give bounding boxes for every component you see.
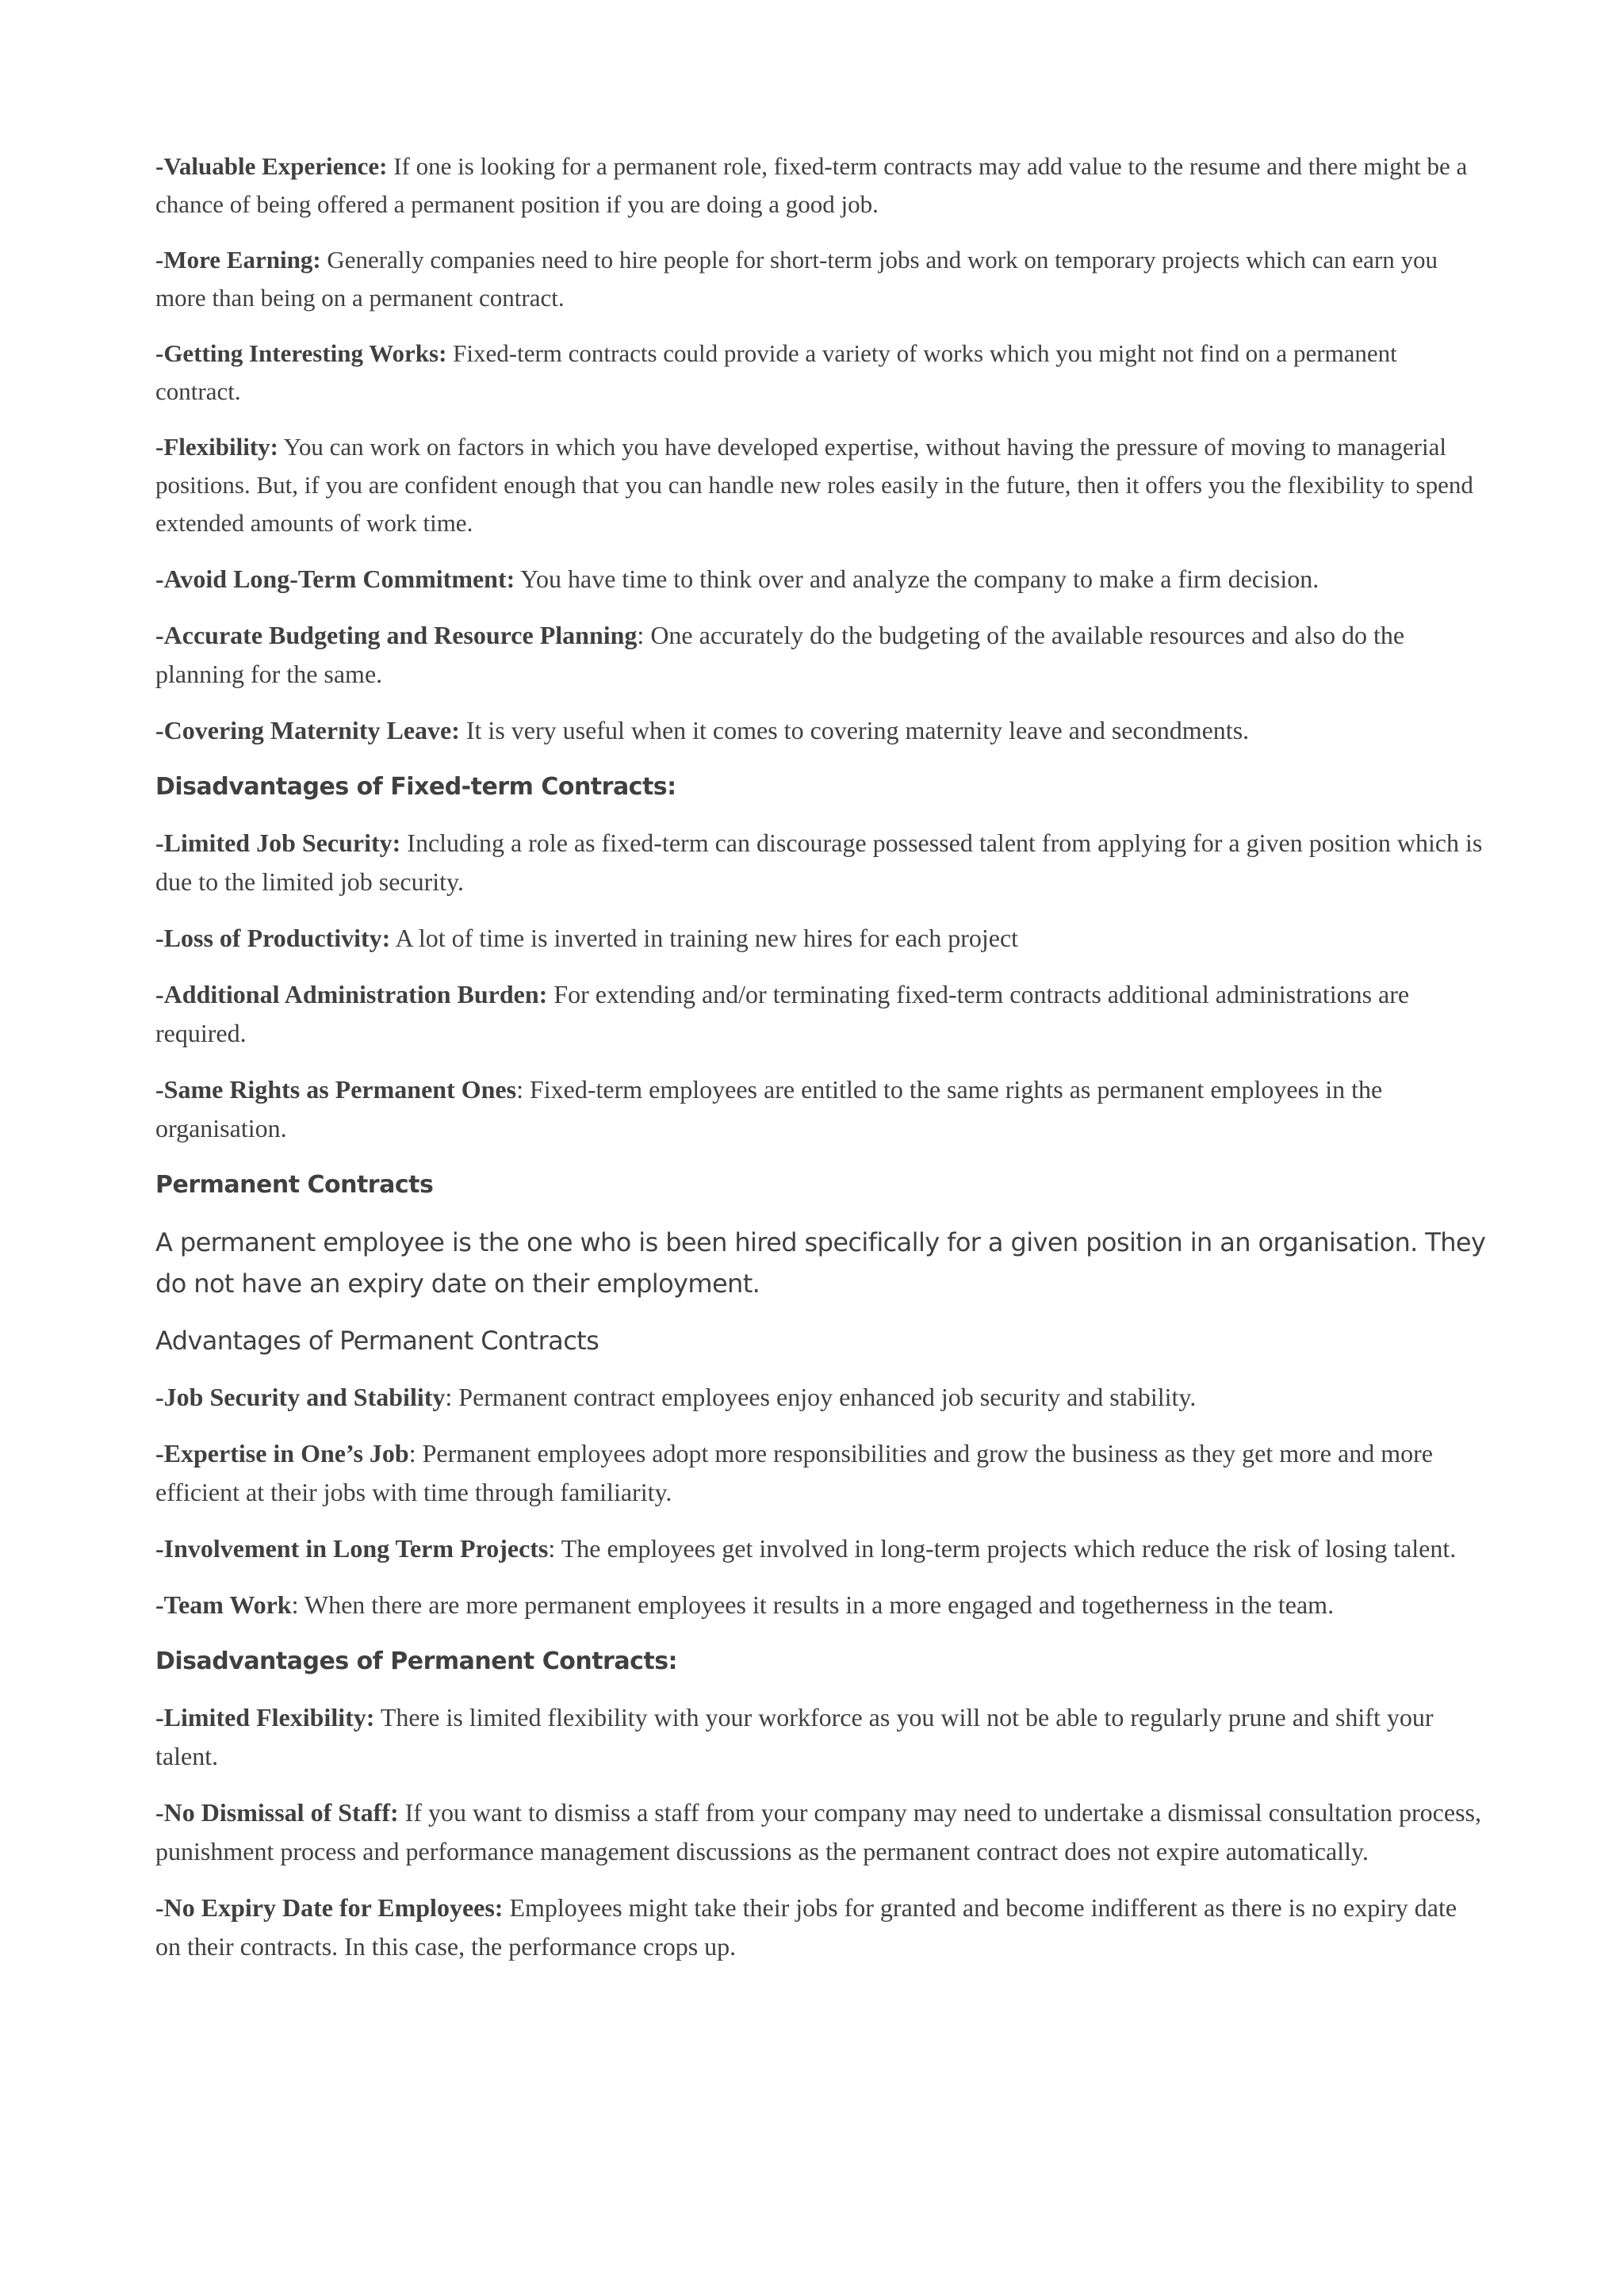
- term-description: There is limited flexibility with your workforce as you will not be able to regularly prune and shift your talent.: [155, 1703, 1434, 1770]
- term-description: Including a role as fixed-term can discourage possessed talent from applying for a given position which is due to the limited job security.: [155, 828, 1483, 896]
- term-label: -Additional Administration Burden:: [155, 980, 548, 1008]
- paragraph-team-work: [155, 1586, 1488, 1624]
- term-description: : The employees get involved in long-term projects which reduce the risk of losing talent.: [548, 1534, 1457, 1563]
- paragraph-no-dismissal: [155, 1793, 1488, 1871]
- term-label: -Limited Flexibility:: [155, 1703, 375, 1732]
- paragraph-maternity-leave: [155, 711, 1488, 750]
- term-label: -Getting Interesting Works:: [155, 339, 447, 367]
- paragraph-limited-job-security: [155, 824, 1488, 901]
- paragraph-job-security: [155, 1378, 1488, 1417]
- term-description: : Fixed-term employees are entitled to the same rights as permanent employees in the organisation.: [155, 1075, 1383, 1142]
- term-label: -Loss of Productivity:: [155, 924, 391, 952]
- term-label: -Accurate Budgeting and Resource Planning: [155, 621, 638, 649]
- paragraph-more-earning: [155, 241, 1488, 317]
- term-description: If you want to dismiss a staff from your company may need to undertake a dismissal consultation process, punishment process and performance management discussions as the permanent contract does not expire automatically.: [155, 1798, 1481, 1866]
- term-label: -Limited Job Security:: [155, 828, 401, 857]
- permanent-intro: A permanent employee is the one who is been hired specifically for a given position in an organisation. They do not have an expiry date on their employment.: [155, 1227, 1486, 1299]
- term-description: : When there are more permanent employees it results in a more engaged and togetherness in the team.: [291, 1590, 1335, 1619]
- paragraph-valuable-experience: [155, 147, 1488, 224]
- term-label: -Valuable Experience:: [155, 152, 388, 180]
- section-heading-permanent-advantages: Advantages of Permanent Contracts: [155, 1326, 599, 1356]
- paragraph-same-rights: [155, 1070, 1488, 1148]
- paragraph-interesting-works: [155, 335, 1488, 411]
- term-label: -Covering Maternity Leave:: [155, 716, 460, 744]
- term-label: -No Dismissal of Staff:: [155, 1798, 399, 1827]
- paragraph-expertise: [155, 1434, 1488, 1512]
- term-description: : One accurately do the budgeting of the available resources and also do the planning for the same.: [155, 621, 1405, 688]
- section-heading-fixed-disadvantages: Disadvantages of Fixed-term Contracts:: [155, 773, 676, 801]
- term-description: For extending and/or terminating fixed-term contracts additional administrations are required.: [155, 980, 1410, 1047]
- term-label: -Same Rights as Permanent Ones: [155, 1075, 517, 1104]
- term-label: -Team Work: [155, 1590, 292, 1619]
- term-label: -No Expiry Date for Employees:: [155, 1893, 504, 1922]
- paragraph-limited-flexibility: [155, 1698, 1488, 1776]
- term-description: Generally companies need to hire people for short-term jobs and work on temporary projects which can earn you more than being on a permanent contract.: [155, 246, 1438, 312]
- term-description: It is very useful when it comes to covering maternity leave and secondments.: [459, 716, 1250, 744]
- term-label: -Expertise in One’s Job: [155, 1439, 409, 1468]
- term-description: Fixed-term contracts could provide a variety of works which you might not find on a permanent contract.: [155, 339, 1397, 405]
- term-description: If one is looking for a permanent role, fixed-term contracts may add value to the resume and there might be a chance of being offered a permanent position if you are doing a good job.: [155, 152, 1468, 218]
- term-description: : Permanent employees adopt more responsibilities and grow the business as they get more and more efficient at their jobs with time through familiarity.: [155, 1439, 1433, 1506]
- section-heading-permanent-disadvantages: Disadvantages of Permanent Contracts:: [155, 1647, 678, 1675]
- term-label: -Avoid Long-Term Commitment:: [155, 564, 515, 593]
- term-label: -Job Security and Stability: [155, 1383, 446, 1411]
- paragraph-budgeting: [155, 616, 1488, 694]
- term-label: -More Earning:: [155, 246, 321, 274]
- term-description: Employees might take their jobs for granted and become indifferent as there is no expiry date on their contracts. In this case, the performance crops up.: [155, 1893, 1457, 1961]
- paragraph-loss-of-productivity: [155, 919, 1488, 958]
- term-description: : Permanent contract employees enjoy enhanced job security and stability.: [445, 1383, 1197, 1411]
- paragraph-no-expiry-date: [155, 1888, 1488, 1966]
- term-description: You can work on factors in which you have developed expertise, without having the pressure of moving to managerial positions. But, if you are confident enough that you can handle new roles easily in the future, then it offers you the flexibility to spend extended amounts of work time.: [155, 433, 1473, 537]
- section-heading-permanent: Permanent Contracts: [155, 1171, 434, 1199]
- term-description: A lot of time is inverted in training new hires for each project: [390, 924, 1019, 952]
- document-page: [155, 147, 1488, 1984]
- paragraph-administration-burden: [155, 975, 1488, 1053]
- paragraph-flexibility: [155, 428, 1488, 542]
- paragraph-long-term-projects: [155, 1529, 1488, 1568]
- term-label: -Flexibility:: [155, 433, 278, 461]
- term-description: You have time to think over and analyze the company to make a firm decision.: [515, 564, 1320, 593]
- term-label: -Involvement in Long Term Projects: [155, 1534, 549, 1563]
- paragraph-avoid-commitment: [155, 560, 1488, 599]
